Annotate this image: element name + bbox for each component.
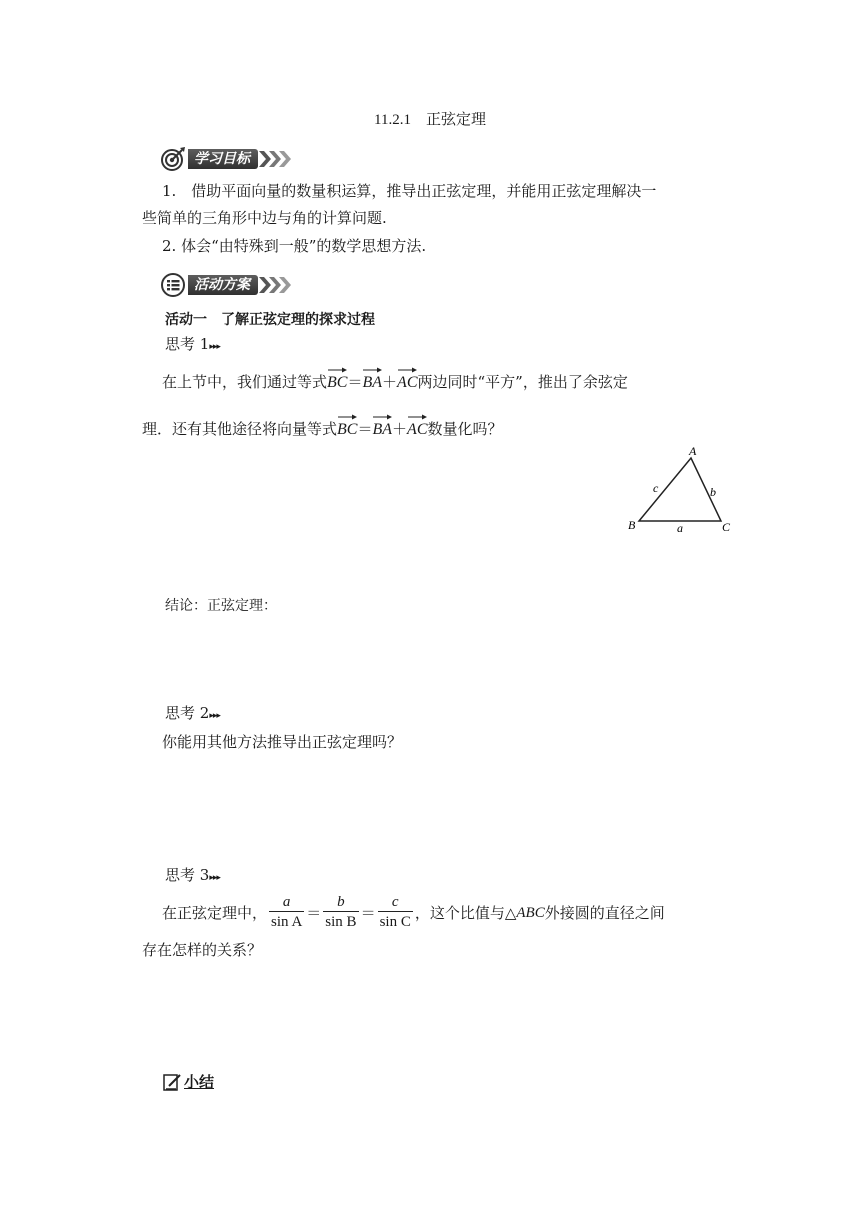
vertex-c-label: C: [722, 520, 731, 534]
think-3-line-2: 存在怎样的关系？: [142, 941, 263, 959]
fraction-numerator: a: [282, 894, 291, 910]
think-3-line-1: [162, 893, 665, 932]
learning-goals-banner: [160, 146, 293, 172]
think-2-question: 你能用其他方法推导出正弦定理吗？: [162, 733, 403, 751]
target-icon: [160, 146, 186, 172]
text-segment: 外接圆的直径之间: [544, 903, 665, 922]
vector-bc: [337, 419, 357, 441]
fraction-denominator: sin C: [378, 911, 413, 932]
think-2-label: [165, 702, 220, 727]
vector-label: AC: [397, 374, 418, 391]
vector-label: BA: [372, 421, 393, 438]
think-label: 思考 2: [165, 704, 210, 722]
activity-1-heading: 活动一 了解正弦定理的探求过程: [165, 312, 375, 328]
text-segment: 理．还有其他途径将向量等式: [142, 420, 338, 438]
vector-ba: [362, 372, 382, 394]
text-segment: ，这个比值与△: [414, 903, 517, 922]
vector-label: BC: [337, 421, 358, 438]
vector-ba: [372, 419, 392, 441]
fraction-denominator: sin B: [323, 911, 358, 932]
triangle-outline: [639, 458, 721, 521]
fraction-numerator: c: [391, 894, 399, 910]
side-a-label: a: [677, 521, 683, 535]
vector-ac: [407, 419, 427, 441]
fraction-numerator: b: [337, 894, 345, 910]
text-segment: 在正弦定理中，: [162, 903, 268, 922]
page-title: 11.2.1 正弦定理: [374, 112, 486, 128]
arrows-icon: ▸▸▸: [209, 873, 220, 883]
think-label: 思考 1: [165, 335, 210, 353]
think-label: 思考 3: [165, 866, 210, 884]
ratio-b-sin-b: [323, 893, 358, 932]
ratio-a-sin-a: [269, 893, 304, 932]
arrows-icon: ▸▸▸: [209, 711, 220, 721]
activity-plan-banner: [160, 272, 293, 298]
triangle-name: ABC: [516, 904, 545, 921]
ratio-c-sin-c: [378, 893, 413, 932]
goal-line-2: 些简单的三角形中边与角的计算问题.: [142, 209, 387, 227]
arrows-icon: ▸▸▸: [209, 342, 220, 352]
triangle-abc-figure: [624, 442, 740, 538]
list-icon: [160, 272, 186, 298]
plus-sign: ＋: [392, 420, 408, 438]
think-1-line-1: [162, 371, 628, 394]
chevrons-icon: [259, 149, 293, 169]
vertex-b-label: B: [628, 518, 636, 532]
think-3-label: [165, 864, 220, 889]
text-segment: 数量化吗？: [427, 420, 503, 438]
equals-sign: ＝: [360, 903, 376, 922]
fraction-denominator: sin A: [269, 911, 304, 932]
summary-heading: [162, 1071, 214, 1092]
summary-label: 小结: [184, 1073, 215, 1091]
banner-label: 学习目标: [188, 149, 258, 169]
vector-ac: [397, 372, 417, 394]
conclusion-label: 结论：正弦定理：: [165, 598, 277, 614]
equals-sign: ＝: [306, 903, 322, 922]
think-1-line-2: [142, 418, 503, 441]
side-b-label: b: [710, 485, 716, 499]
vector-label: BC: [327, 374, 348, 391]
think-1-label: [165, 333, 220, 358]
vector-bc: [327, 372, 347, 394]
goal-line-1: 1. 借助平面向量的数量积运算，推导出正弦定理，并能用正弦定理解决一: [162, 182, 657, 200]
plus-sign: ＋: [382, 373, 398, 391]
chevrons-icon: [259, 275, 293, 295]
text-segment: 两边同时“平方”，推出了余弦定: [417, 373, 628, 391]
goal-line-3: 2. 体会“由特殊到一般”的数学思想方法.: [162, 237, 427, 255]
banner-label: 活动方案: [188, 275, 258, 295]
vector-label: AC: [407, 421, 428, 438]
equals-sign: ＝: [357, 420, 373, 438]
text-segment: 在上节中，我们通过等式: [162, 373, 328, 391]
pencil-note-icon: [162, 1072, 182, 1092]
side-c-label: c: [653, 481, 659, 495]
vertex-a-label: A: [689, 444, 697, 458]
vector-label: BA: [362, 374, 383, 391]
equals-sign: ＝: [347, 373, 363, 391]
